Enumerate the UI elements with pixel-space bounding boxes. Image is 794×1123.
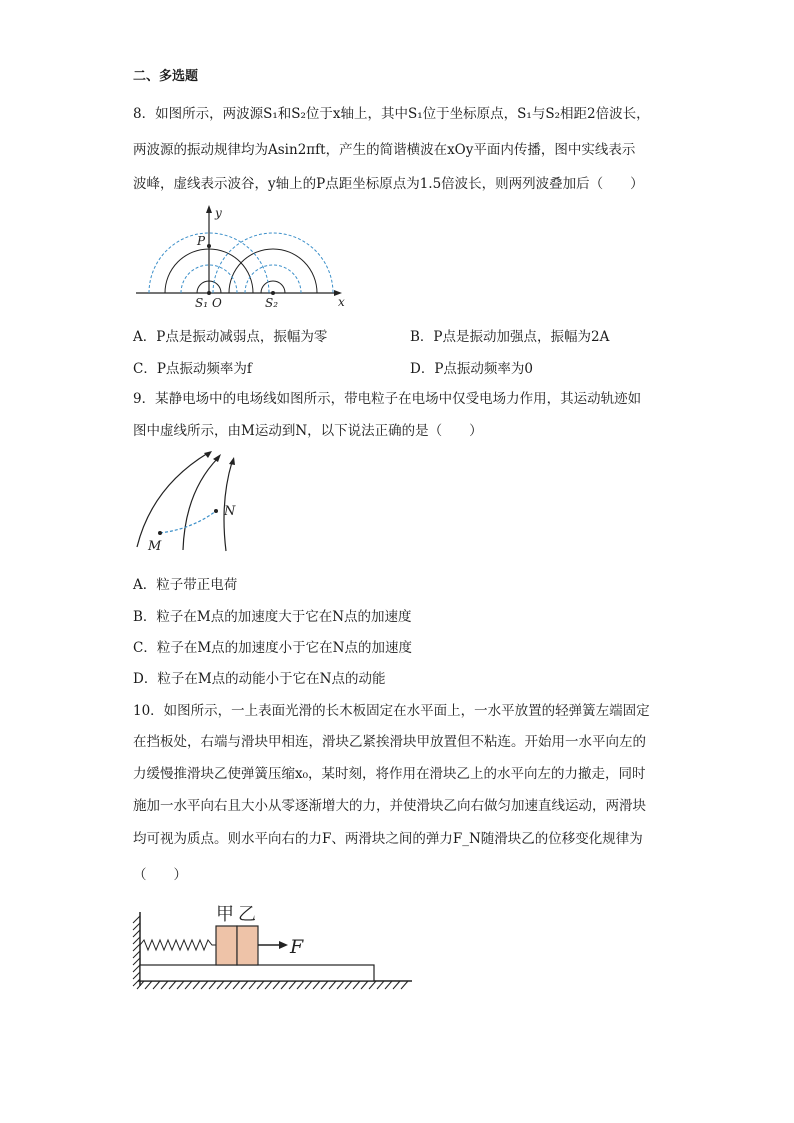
- q8-option-b[interactable]: B．P点是振动加强点，振幅为2A: [410, 329, 610, 345]
- q10-spring-figure: [130, 890, 420, 1000]
- q10-label-f: F: [290, 936, 304, 958]
- q8-line-2: 两波源的振动规律均为Asin2πft，产生的简谐横波在xOy平面内传播，图中实线表示: [133, 142, 636, 158]
- q8-option-a[interactable]: A．P点是振动减弱点，振幅为零: [133, 329, 328, 345]
- q9-option-d[interactable]: D．粒子在M点的动能小于它在N点的动能: [133, 671, 386, 687]
- q8-wave-figure: [132, 200, 362, 315]
- q10-line-4: 施加一水平向右且大小从零逐渐增大的力，并使滑块乙向右做匀加速直线运动，两滑块: [133, 798, 646, 814]
- q10-label-jia: 甲: [216, 904, 234, 925]
- q9-option-c[interactable]: C．粒子在M点的加速度小于它在N点的加速度: [133, 640, 412, 656]
- q8-label-s2: S₂: [265, 296, 279, 310]
- q10-line-6: （ ）: [133, 867, 187, 883]
- q10-line-5: 均可视为质点。则水平向右的力F、两滑块之间的弹力F_N随滑块乙的位移变化规律为: [133, 831, 643, 847]
- q9-label-m: M: [148, 539, 162, 554]
- q8-label-x: x: [338, 295, 345, 309]
- q8-option-c[interactable]: C．P点振动频率为f: [133, 361, 252, 377]
- q10-label-yi: 乙: [238, 904, 256, 925]
- q9-line-2: 图中虚线所示，由M运动到N，以下说法正确的是（ ）: [133, 423, 483, 439]
- q10-line-3: 力缓慢推滑块乙使弹簧压缩x₀，某时刻，将作用在滑块乙上的水平向左的力撤走，同时: [133, 766, 646, 782]
- q9-option-a[interactable]: A．粒子带正电荷: [133, 577, 238, 593]
- q8-line-1: 8．如图所示，两波源S₁和S₂位于x轴上，其中S₁位于坐标原点，S₁与S₂相距2倍波长，: [133, 106, 650, 122]
- q10-line-1: 10．如图所示，一上表面光滑的长木板固定在水平面上，一水平放置的轻弹簧左端固定: [133, 703, 650, 719]
- q8-label-p: P: [197, 234, 206, 248]
- q8-label-y: y: [215, 206, 222, 220]
- q9-label-n: N: [224, 504, 236, 519]
- section-title: 二、多选题: [133, 69, 199, 84]
- q8-label-o: O: [212, 296, 222, 310]
- q9-line-1: 9．某静电场中的电场线如图所示，带电粒子在电场中仅受电场力作用，其运动轨迹如: [133, 391, 642, 407]
- q8-label-s1: S₁: [195, 296, 209, 310]
- q9-field-figure: [130, 447, 250, 557]
- q10-line-2: 在挡板处，右端与滑块甲相连，滑块乙紧挨滑块甲放置但不粘连。开始用一水平向左的: [133, 734, 646, 750]
- q8-line-3: 波峰，虚线表示波谷，y轴上的P点距坐标原点为1.5倍波长，则两列波叠加后（ ）: [133, 176, 644, 192]
- q9-option-b[interactable]: B．粒子在M点的加速度大于它在N点的加速度: [133, 609, 412, 625]
- q8-option-d[interactable]: D．P点振动频率为0: [410, 361, 533, 377]
